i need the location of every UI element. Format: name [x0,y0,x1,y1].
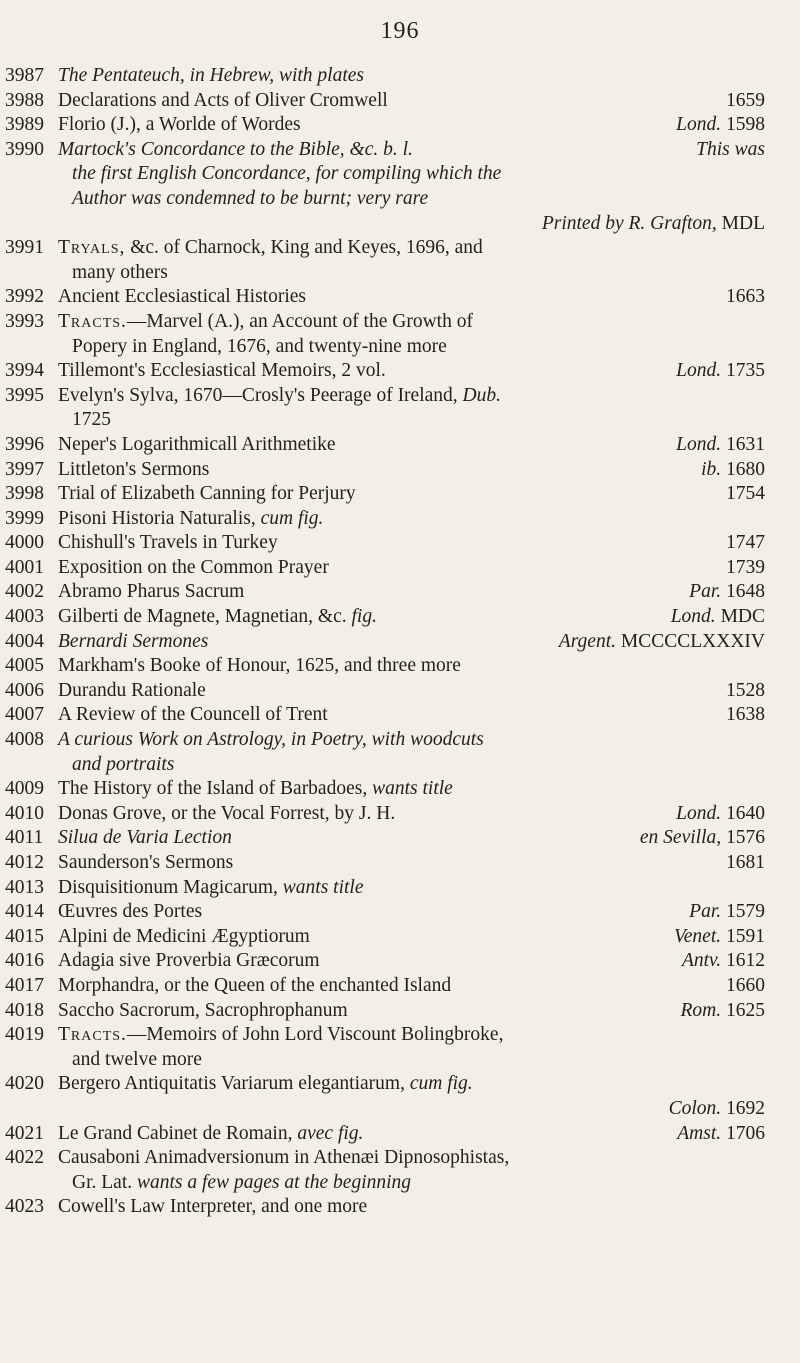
lot-number: 4015 [5,925,44,947]
lot-number: 4023 [5,1196,44,1218]
lot-number: 3995 [5,384,44,406]
lot-continuation: many others [72,261,168,283]
lot-number: 3991 [5,237,44,259]
lot-lead: Tracts. [58,310,127,332]
list-item [0,826,800,851]
list-item [0,384,800,433]
lot-title: Morphandra, or the Queen of the enchanted Island [58,974,452,996]
lot-note: This was [696,138,765,160]
lot-place: Lond. [670,606,716,628]
list-item [0,630,800,655]
list-item [0,458,800,483]
lot-note: cum fig. [260,507,324,529]
lot-number: 4022 [5,1147,44,1169]
lot-date: 1640 [726,802,765,824]
page-number: 196 [380,18,420,44]
lot-number: 4000 [5,532,44,554]
lot-title: —Memoirs of John Lord Viscount Bolingbroke, [126,1024,504,1046]
lot-date: 1663 [726,286,765,308]
lot-place: Argent. [558,630,617,652]
lot-title: Bergero Antiquitatis Variarum elegantiarum, [58,1073,405,1095]
lot-number: 4003 [5,606,44,628]
lot-title: —Marvel (A.), an Account of the Growth of [126,310,473,332]
lot-note: the first English Concordance, for compiling which the [72,163,502,185]
list-item [0,900,800,925]
lot-number: 3992 [5,286,44,308]
lot-continuation: and twelve more [72,1048,202,1070]
lot-place: en Sevilla, [639,827,722,849]
lot-date: 1660 [726,974,765,996]
list-item [0,359,800,384]
lot-place: Amst. [677,1122,722,1144]
lot-place: Lond. [676,114,722,136]
list-item [0,113,800,138]
lot-date: 1591 [726,925,765,947]
lot-title: Disquisitionum Magicarum, [58,876,278,898]
lot-number: 3998 [5,483,44,505]
lot-date: 1747 [726,532,765,554]
lot-place: Lond. [676,433,722,455]
lot-title: Durandu Rationale [58,679,206,701]
list-item [0,679,800,704]
list-item [0,605,800,630]
lot-title: Trial of Elizabeth Canning for Perjury [58,483,356,505]
lot-lead: Tryals, [58,237,126,259]
list-item [0,531,800,556]
lot-number: 4016 [5,950,44,972]
lot-date: 1576 [726,827,765,849]
lot-number: 3987 [5,65,44,86]
list-item [0,507,800,532]
lot-title: Abramo Pharus Sacrum [58,581,245,603]
lot-place: Par. [689,901,722,923]
lot-title: Exposition on the Common Prayer [58,556,329,578]
lot-number: 4008 [5,729,44,751]
list-item [0,999,800,1024]
lot-title: Ancient Ecclesiastical Histories [58,286,306,308]
lot-note: fig. [351,606,377,628]
lot-continuation: Popery in England, 1676, and twenty-nine more [72,335,447,357]
lot-number: 4006 [5,679,44,701]
lot-number: 4001 [5,556,44,578]
list-item [0,556,800,581]
lot-number: 3989 [5,114,44,136]
lot-date: 1659 [726,89,765,111]
list-item [0,777,800,802]
lot-lead: Tracts. [58,1024,127,1046]
lot-place: ib. [701,458,722,480]
list-item [0,138,800,236]
lot-title: The History of the Island of Barbadoes, [58,778,368,800]
list-item [0,654,800,679]
lot-date: 1579 [726,901,765,923]
lot-place: Lond. [676,360,722,382]
list-item [0,1023,800,1072]
lot-number: 4009 [5,778,44,800]
list-item [0,949,800,974]
lot-title: Littleton's Sermons [58,458,210,480]
list-item [0,851,800,876]
list-item [0,925,800,950]
lot-title: Silua de Varia Lection [58,827,232,849]
lot-title: Florio (J.), a Worlde of Wordes [58,114,301,136]
lot-date: 1648 [726,581,765,603]
lot-title: Saccho Sacrorum, Sacrophrophanum [58,999,348,1021]
list-item [0,310,800,359]
lot-title: The Pentateuch, in Hebrew, with plates [58,65,364,86]
list-item [0,285,800,310]
lot-date: 1598 [726,114,765,136]
lot-number: 3996 [5,433,44,455]
lot-title: Œuvres des Portes [58,901,203,923]
lot-number: 4017 [5,974,44,996]
lot-title: Causaboni Animadversionum in Athenæi Dipnosophistas, [58,1147,510,1169]
lot-date: 1739 [726,556,765,578]
lot-title: Chishull's Travels in Turkey [58,532,278,554]
lot-number: 4007 [5,704,44,726]
lot-title: Saunderson's Sermons [58,852,234,873]
lot-date: 1692 [726,1097,765,1119]
lot-date: 1754 [726,483,765,505]
lot-title: Tillemont's Ecclesiastical Memoirs, 2 vol. [58,360,386,382]
lot-note: wants title [282,876,364,898]
lot-place: Venet. [674,925,722,947]
lot-title: A curious Work on Astrology, in Poetry, with woodcuts [58,729,484,751]
lot-continuation: 1725 [72,409,111,431]
lot-number: 4014 [5,901,44,923]
lot-number: 4013 [5,876,44,898]
lot-title: Bernardi Sermones [58,630,209,652]
lot-title: Pisoni Historia Naturalis, [58,507,256,529]
lot-title: Markham's Booke of Honour, 1625, and three more [58,655,461,677]
lot-date: MCCCCLXXXIV [620,630,765,652]
lot-note: cum fig. [409,1073,473,1095]
lot-place: Colon. [668,1097,722,1119]
lot-date: MDC [720,606,765,628]
list-item [0,433,800,458]
lot-number: 4012 [5,852,44,873]
lot-continuation: Gr. Lat. [72,1171,133,1193]
lot-place: Dub. [462,384,501,406]
lot-number: 3990 [5,138,44,160]
list-item [0,64,800,89]
list-item [0,876,800,901]
lot-number: 4020 [5,1073,44,1095]
lot-number: 4011 [5,827,44,849]
lot-title: A Review of the Councell of Trent [58,704,328,726]
lot-number: 4019 [5,1024,44,1046]
list-item [0,89,800,114]
list-item [0,802,800,827]
lot-number: 4004 [5,630,44,652]
list-item [0,974,800,999]
lot-title: Donas Grove, or the Vocal Forrest, by J. H. [58,802,396,824]
catalogue-list [0,64,800,1220]
lot-place: Antv. [681,950,722,972]
lot-date: 1631 [726,433,765,455]
list-item [0,236,800,285]
lot-number: 4002 [5,581,44,603]
lot-title: Alpini de Medicini Ægyptiorum [58,925,310,947]
lot-date: 1680 [726,458,765,480]
lot-date: 1735 [726,360,765,382]
lot-title: Declarations and Acts of Oliver Cromwell [58,89,388,111]
list-item [0,580,800,605]
lot-title: Adagia sive Proverbia Græcorum [58,950,320,972]
lot-note: Author was condemned to be burnt; very rare [72,187,429,209]
lot-title: Martock's Concordance to the Bible, &c. b. l. [58,138,413,160]
lot-title: Gilberti de Magnete, Magnetian, &c. [58,606,347,628]
lot-title: &c. of Charnock, King and Keyes, 1696, and [130,237,483,259]
list-item [0,1146,800,1195]
lot-number: 4005 [5,655,44,677]
lot-number: 3993 [5,310,44,332]
lot-place: Rom. [680,999,722,1021]
lot-date: 1612 [726,950,765,972]
lot-date: 1706 [726,1122,765,1144]
lot-note: wants title [372,778,453,800]
lot-number: 4018 [5,999,44,1021]
lot-number: 4021 [5,1122,44,1144]
list-item [0,1195,800,1220]
lot-place: Lond. [676,802,722,824]
lot-printer: Printed by R. Grafton, [541,212,717,234]
list-item [0,728,800,777]
lot-date: 1681 [726,852,765,873]
lot-number: 3999 [5,507,44,529]
lot-number: 4010 [5,802,44,824]
list-item [0,703,800,728]
lot-title: Cowell's Law Interpreter, and one more [58,1196,368,1218]
lot-title: Le Grand Cabinet de Romain, [58,1122,293,1144]
lot-date: 1625 [726,999,765,1021]
lot-note: avec fig. [297,1122,364,1144]
lot-date: MDL [721,212,765,234]
lot-date: 1528 [726,679,765,701]
lot-place: Par. [689,581,722,603]
lot-title: Evelyn's Sylva, 1670—Crosly's Peerage of Ireland, [58,384,458,406]
lot-title: Neper's Logarithmicall Arithmetike [58,433,336,455]
lot-number: 3994 [5,360,44,382]
list-item [0,482,800,507]
lot-number: 3988 [5,89,44,111]
lot-note: wants a few pages at the beginning [136,1171,412,1193]
lot-number: 3997 [5,458,44,480]
list-item [0,1072,800,1121]
lot-continuation: and portraits [72,753,175,775]
list-item [0,1122,800,1147]
lot-date: 1638 [726,704,765,726]
